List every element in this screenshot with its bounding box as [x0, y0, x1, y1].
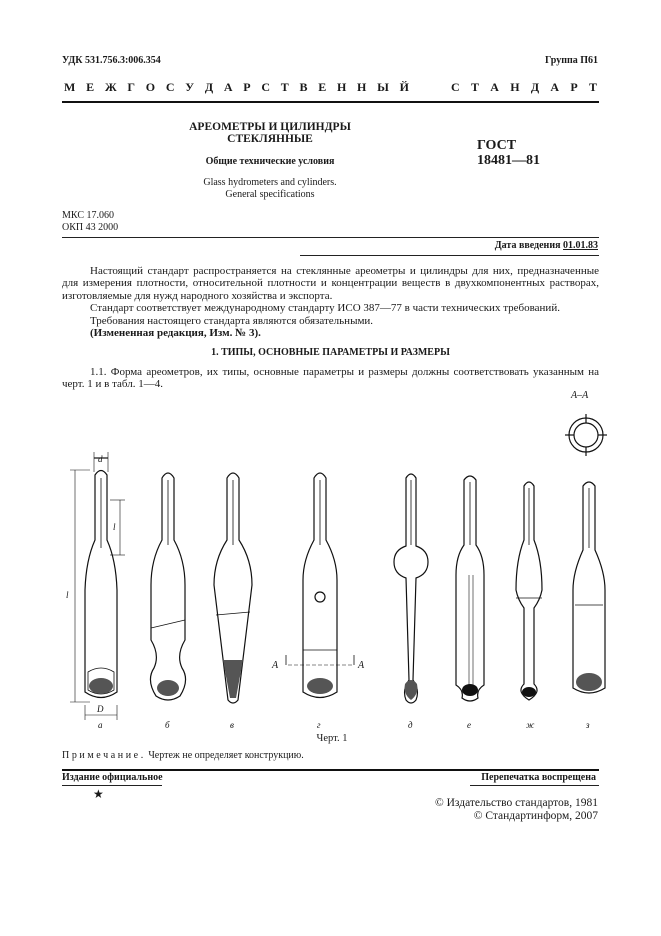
hydrometer-type-e — [456, 476, 484, 701]
banner-letter: У — [185, 80, 195, 94]
intro-paragraph-3: Требования настоящего стандарта являются обязательными. — [90, 314, 374, 327]
title-line-1: АРЕОМЕТРЫ И ЦИЛИНДРЫ — [189, 121, 351, 133]
official-underline — [62, 785, 162, 786]
intro-paragraph-1: Настоящий стандарт распространяется на стеклянные ареометры и цилиндры для них, предназначенные для измерения плотности, относительной плотности и концентрации веществ в двухкомпонентных растворах, изготовляемые для нужд народного хозяйства и экспорта. — [62, 265, 599, 302]
amendment-note: (Измененная редакция, Изм. № 3). — [90, 327, 261, 340]
banner-letter: Р — [243, 80, 251, 94]
hydrometer-type-b — [150, 473, 185, 700]
type-label-2: б — [165, 720, 170, 730]
type-label-3: в — [230, 720, 234, 730]
reprint-underline — [470, 785, 599, 786]
banner-letter: Ж — [104, 80, 117, 94]
banner-letter: Т — [470, 80, 479, 94]
hydrometer-type-zh — [516, 482, 542, 700]
copyright-block — [435, 797, 598, 823]
ballast-z — [576, 673, 602, 691]
title-line-2: СТЕКЛЯННЫЕ — [227, 133, 313, 145]
star-mark: ★ — [93, 787, 104, 801]
type-label-5: д — [408, 720, 413, 730]
udk-code: УДК 531.756.3:006.354 — [62, 55, 161, 66]
document-subtitle: Общие технические условия — [205, 156, 335, 167]
section-1-title: 1. ТИПЫ, ОСНОВНЫЕ ПАРАМЕТРЫ И РАЗМЕРЫ — [211, 347, 450, 358]
section-arrow-left-label: А — [272, 660, 279, 671]
group-code: Группа П61 — [545, 55, 598, 66]
banner-letter: Ы — [377, 80, 389, 94]
ballast-g — [307, 678, 333, 694]
intro-date-value: 01.01.83 — [563, 240, 598, 251]
official-edition: Издание официальное — [62, 772, 163, 783]
dim-label-d: d — [98, 454, 103, 464]
english-title-line-1: Glass hydrometers and cylinders. — [203, 177, 337, 188]
drawing-note — [62, 750, 304, 761]
ballast-e — [462, 684, 478, 696]
banner-letter: Е — [318, 80, 327, 94]
type-label-4: г — [317, 720, 321, 730]
figure-caption: Черт. 1 — [316, 733, 348, 744]
section-aa-label: А–А — [571, 390, 589, 401]
banner-letter: Т — [588, 80, 597, 94]
ballast-a — [89, 678, 113, 694]
section-1-paragraph: 1.1. Форма ареометров, их типы, основные параметры и размеры должны соответствовать указанным на черт. 1 и в табл. 1—4. — [62, 366, 599, 391]
hydrometer-type-d — [394, 474, 428, 703]
banner-letter: Д — [530, 80, 540, 94]
banner-letter: Й — [399, 80, 409, 94]
ballast-d — [405, 680, 418, 700]
dim-label-l-total: l — [66, 590, 69, 600]
section-arrow-right-label: А — [358, 660, 365, 671]
banner-letter: Е — [86, 80, 95, 94]
footer-rule — [62, 769, 599, 771]
english-title-line-2: General specifications — [225, 188, 315, 200]
banner-letter: А — [223, 80, 233, 94]
type-label-6: е — [467, 720, 471, 730]
banner-letter: М — [64, 80, 76, 94]
hydrometer-type-g — [286, 473, 354, 698]
banner-letter: Н — [357, 80, 367, 94]
intro-paragraph-2: Стандарт соответствует международному стандарту ИСО 387—77 в части технических требований. — [90, 302, 560, 315]
banner-letter: Р — [570, 80, 578, 94]
type-label-7: ж — [526, 720, 535, 730]
banner-letter: Д — [204, 80, 214, 94]
intro-date-label: Дата введения — [494, 240, 561, 251]
reprint-prohibited: Перепечатка воспрещена — [481, 772, 596, 783]
ballast-b — [157, 680, 179, 696]
copyright-line-1: © Издательство стандартов, 1981 — [434, 797, 598, 809]
note-text: Чертеж не определяет конструкцию. — [148, 750, 304, 761]
banner-letter: Н — [336, 80, 347, 94]
banner-letter: Н — [510, 80, 520, 94]
banner-letter: С — [261, 80, 270, 94]
mks-code: МКС 17.060 — [62, 210, 114, 221]
banner-letter: Т — [280, 80, 289, 94]
banner-letter: С — [451, 80, 460, 94]
dim-label-D: D — [97, 704, 104, 714]
dim-label-l-small: l — [113, 522, 116, 532]
section-aa-view — [565, 414, 607, 456]
hydrometer-type-z — [573, 482, 605, 693]
ballast-zh — [522, 687, 536, 697]
gost-label: ГОСТ — [477, 138, 517, 153]
banner-letter: А — [550, 80, 560, 94]
copyright-line-2: © Стандартинформ, 2007 — [473, 810, 598, 822]
banner-letter: А — [490, 80, 499, 94]
gost-number: 18481—81 — [477, 153, 540, 168]
note-label: Примечание. — [62, 750, 146, 761]
type-label-1: а — [98, 720, 103, 730]
type-label-8: з — [586, 720, 590, 730]
okp-code: ОКП 43 2000 — [62, 221, 119, 233]
banner-letter: В — [299, 80, 308, 94]
banner-letter: О — [145, 80, 156, 94]
banner-letter: С — [165, 80, 175, 94]
banner-letter: Г — [127, 80, 136, 94]
